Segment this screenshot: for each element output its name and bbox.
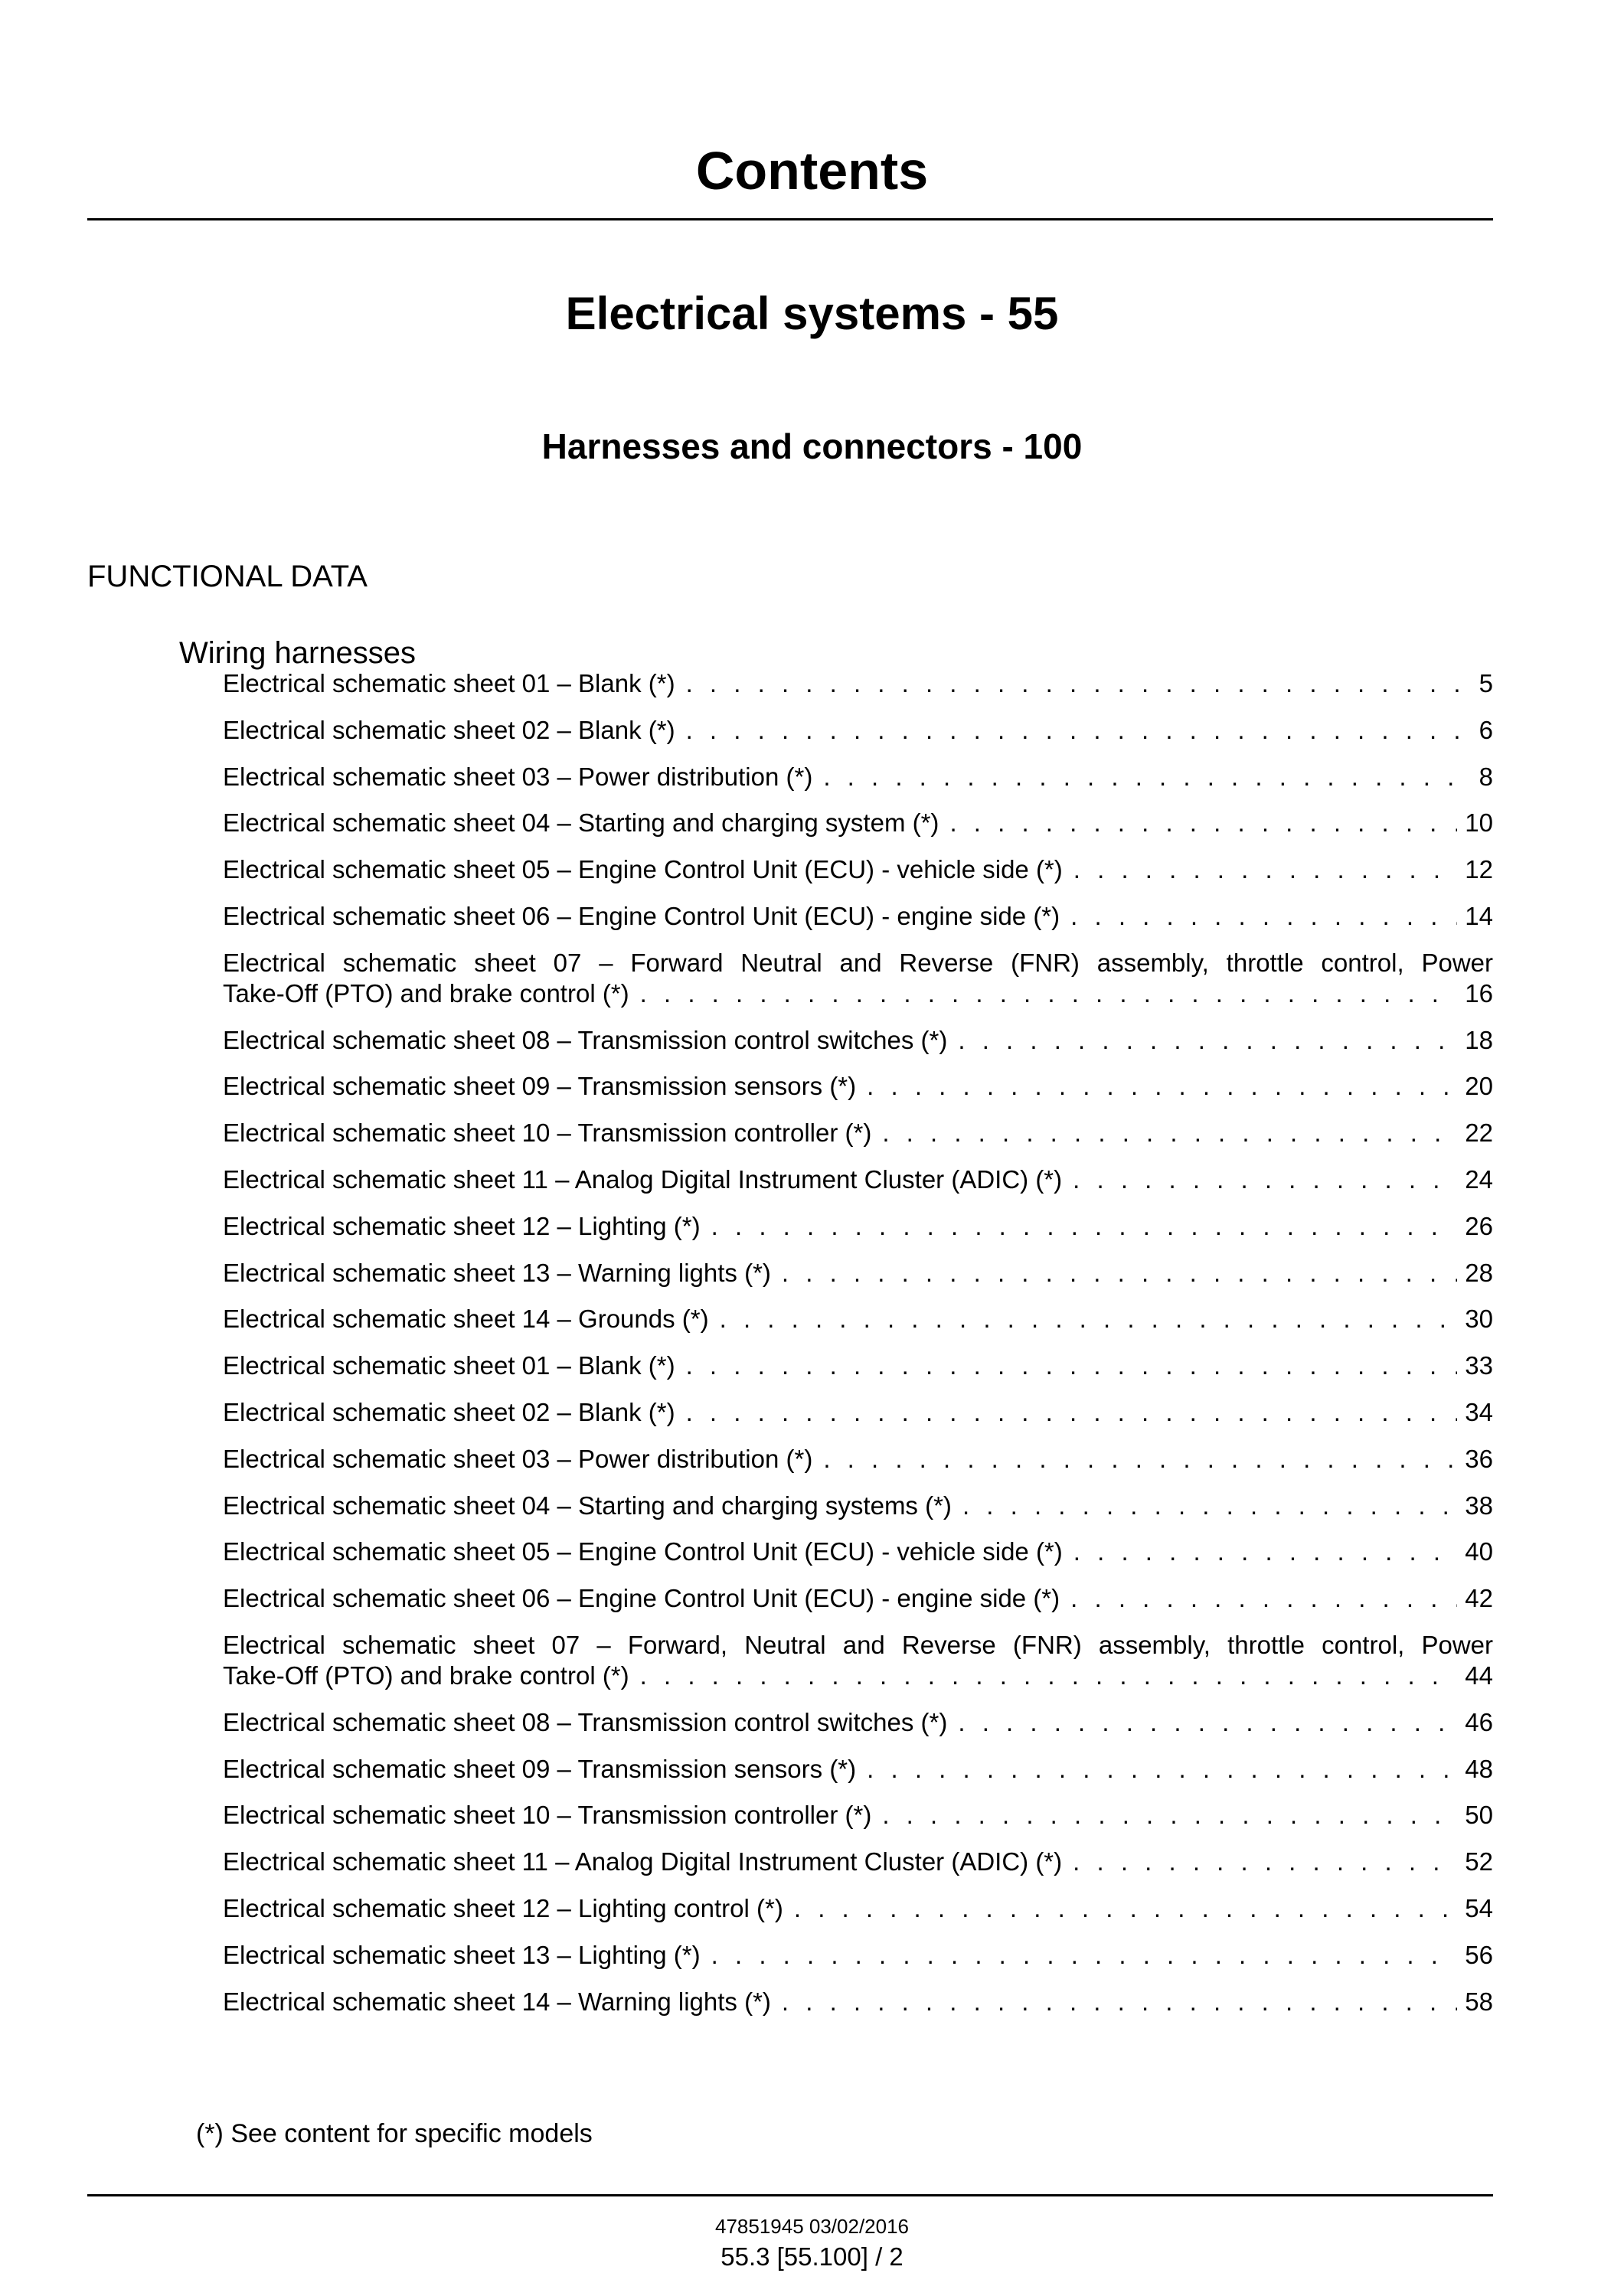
toc-entry-title: Electrical schematic sheet 09 – Transmission sensors (*) [223,1072,857,1101]
toc-dot-leader [640,1661,1458,1691]
toc-entry-row [223,808,1493,838]
toc-entry-page-number: 12 [1465,855,1493,884]
toc-entry[interactable] [223,1800,1493,1831]
toc-entry-page-number: 48 [1465,1754,1493,1783]
toc-entry[interactable] [223,1537,1493,1567]
toc-entry-row [223,1118,1493,1148]
toc-entry-title: Electrical schematic sheet 10 – Transmission controller (*) [223,1119,872,1148]
toc-entry[interactable] [223,901,1493,932]
toc-entry[interactable] [223,1707,1493,1738]
toc-entry[interactable] [223,1118,1493,1148]
toc-entry-page-number: 36 [1465,1444,1493,1473]
toc-entry-title: Electrical schematic sheet 10 – Transmission controller (*) [223,1801,872,1830]
toc-dot-leader [1073,1164,1457,1195]
toc-entry-page-number: 30 [1465,1305,1493,1334]
toc-entry-row [223,1661,1493,1691]
toc-entry-row [223,1258,1493,1288]
toc-dot-leader [711,1940,1458,1971]
toc-entry-title: Take-Off (PTO) and brake control (*) [223,978,629,1008]
header-divider [87,218,1493,220]
footnote: (*) See content for specific models [196,2119,593,2148]
toc-entry-row [223,1071,1493,1102]
toc-dot-leader [720,1304,1458,1334]
toc-entry-title: Electrical schematic sheet 11 – Analog Digital Instrument Cluster (ADIC) (*) [223,1847,1063,1876]
toc-entry-title: Electrical schematic sheet 06 – Engine Control Unit (ECU) - engine side (*) [223,1584,1060,1613]
toc-entry-row [223,1350,1493,1381]
toc-entry-row [223,1491,1493,1521]
subsection-title: Harnesses and connectors - 100 [541,426,1083,466]
toc-entry-row [223,668,1493,699]
toc-dot-leader [867,1071,1457,1102]
toc-entry[interactable] [223,1211,1493,1242]
toc-entry-title: Electrical schematic sheet 04 – Starting and charging system (*) [223,808,939,838]
toc-entry-title: Electrical schematic sheet 02 – Blank (*) [223,1397,675,1426]
toc-entry-row [223,901,1493,932]
toc-entry-page-number: 54 [1465,1893,1493,1922]
toc-entry-row [223,1397,1493,1428]
toc-entry-page-number: 26 [1465,1211,1493,1240]
toc-list [223,668,1493,2033]
toc-entry-title: Electrical schematic sheet 09 – Transmission sensors (*) [223,1754,857,1783]
toc-dot-leader [949,808,1457,838]
page-title: Contents [695,141,929,201]
toc-group-heading: Wiring harnesses [179,636,417,670]
toc-dot-leader [882,1118,1457,1148]
toc-entry-row [223,1444,1493,1475]
toc-entry-page-number: 16 [1465,978,1493,1008]
toc-entry[interactable] [223,808,1493,838]
toc-entry-page-number: 24 [1465,1164,1493,1194]
toc-entry-page-number: 42 [1465,1584,1493,1613]
toc-entry[interactable] [223,1893,1493,1924]
toc-entry-page-number: 52 [1465,1847,1493,1876]
toc-entry-title: Electrical schematic sheet 08 – Transmission control switches (*) [223,1707,948,1736]
toc-entry-row [223,1893,1493,1924]
toc-entry-title: Electrical schematic sheet 03 – Power distribution (*) [223,1444,813,1473]
toc-entry-title: Electrical schematic sheet 03 – Power distribution (*) [223,762,813,791]
toc-entry-page-number: 50 [1465,1801,1493,1830]
toc-entry-title-line1: Electrical schematic sheet 07 – Forward, Neutral and Reverse (FNR) assembly, throttle control, Power [223,1630,1493,1659]
toc-entry[interactable] [223,1630,1493,1691]
toc-dot-leader [962,1491,1457,1521]
toc-entry[interactable] [223,1258,1493,1288]
toc-entry-row [223,1025,1493,1056]
toc-dot-leader [958,1025,1457,1056]
toc-entry-title: Electrical schematic sheet 14 – Grounds (*) [223,1305,709,1334]
toc-entry-title-line1: Electrical schematic sheet 07 – Forward Neutral and Reverse (FNR) assembly, throttle control, Power [223,948,1493,977]
toc-dot-leader [640,978,1458,1009]
section-title: Electrical systems - 55 [565,288,1059,339]
toc-entry-title: Electrical schematic sheet 01 – Blank (*) [223,1351,675,1380]
toc-dot-leader [686,668,1472,699]
toc-entry-title: Electrical schematic sheet 04 – Starting and charging systems (*) [223,1491,952,1520]
toc-entry-title: Electrical schematic sheet 14 – Warning lights (*) [223,1987,771,2016]
toc-dot-leader [823,1444,1457,1475]
toc-entry-title: Electrical schematic sheet 13 – Warning lights (*) [223,1258,771,1287]
toc-dot-leader [794,1893,1457,1924]
toc-dot-leader [1073,1847,1457,1877]
toc-entry-title: Electrical schematic sheet 05 – Engine Control Unit (ECU) - vehicle side (*) [223,1537,1063,1566]
toc-entry[interactable] [223,1444,1493,1475]
toc-entry[interactable] [223,1583,1493,1614]
toc-dot-leader [823,762,1471,792]
toc-entry-row [223,1304,1493,1334]
toc-entry-row [223,1583,1493,1614]
toc-entry-row [223,715,1493,746]
toc-dot-leader [782,1987,1457,2017]
toc-entry-title: Electrical schematic sheet 01 – Blank (*) [223,669,675,697]
toc-entry-page-number: 28 [1465,1258,1493,1287]
toc-entry-page-number: 20 [1465,1072,1493,1101]
toc-entry-title: Electrical schematic sheet 12 – Lighting (*) [223,1211,701,1240]
toc-entry-page-number: 18 [1465,1025,1493,1054]
toc-dot-leader [1070,901,1457,932]
toc-entry[interactable] [223,668,1493,699]
toc-entry[interactable] [223,1491,1493,1521]
toc-entry[interactable] [223,1397,1493,1428]
toc-entry-row [223,1537,1493,1567]
toc-entry-row [223,1211,1493,1242]
footer-divider [87,2194,1493,2196]
toc-entry[interactable] [223,1987,1493,2017]
toc-entry[interactable] [223,1304,1493,1334]
toc-entry[interactable] [223,1164,1493,1195]
toc-entry[interactable] [223,1847,1493,1877]
toc-entry-page-number: 56 [1465,1940,1493,1969]
toc-entry-title: Electrical schematic sheet 11 – Analog Digital Instrument Cluster (ADIC) (*) [223,1164,1063,1194]
page-number: 55.3 [55.100] / 2 [721,2242,903,2271]
toc-dot-leader [958,1707,1457,1738]
toc-entry-page-number: 40 [1465,1537,1493,1566]
toc-entry-page-number: 33 [1465,1351,1493,1380]
toc-entry[interactable] [223,854,1493,885]
toc-entry[interactable] [223,1940,1493,1971]
toc-dot-leader [711,1211,1458,1242]
document-id: 47851945 03/02/2016 [714,2215,910,2238]
toc-dot-leader [867,1754,1457,1785]
toc-entry-row [223,1847,1493,1877]
toc-entry-page-number: 22 [1465,1119,1493,1148]
toc-entry-page-number: 14 [1465,901,1493,930]
toc-entry-page-number: 46 [1465,1707,1493,1736]
toc-entry-page-number: 34 [1465,1397,1493,1426]
toc-entry[interactable] [223,948,1493,1009]
toc-dot-leader [686,715,1472,746]
toc-entry-title: Electrical schematic sheet 06 – Engine Control Unit (ECU) - engine side (*) [223,901,1060,930]
toc-entry[interactable] [223,1071,1493,1102]
toc-dot-leader [882,1800,1457,1831]
toc-dot-leader [1073,854,1458,885]
toc-entry-title: Electrical schematic sheet 13 – Lighting (*) [223,1940,701,1969]
toc-entry-row [223,1800,1493,1831]
toc-dot-leader [686,1397,1458,1428]
toc-entry-title: Take-Off (PTO) and brake control (*) [223,1661,629,1690]
toc-entry-row [223,854,1493,885]
toc-dot-leader [782,1258,1457,1288]
toc-category-heading: FUNCTIONAL DATA [87,560,368,593]
toc-entry-row [223,1940,1493,1971]
toc-dot-leader [686,1350,1458,1381]
toc-entry[interactable] [223,1754,1493,1785]
toc-entry-title: Electrical schematic sheet 08 – Transmission control switches (*) [223,1025,948,1054]
toc-entry-title: Electrical schematic sheet 02 – Blank (*) [223,715,675,744]
toc-entry-page-number: 5 [1479,669,1493,697]
toc-entry-row [223,1707,1493,1738]
toc-entry-row [223,978,1493,1009]
toc-entry[interactable] [223,762,1493,792]
toc-entry-page-number: 6 [1479,715,1493,744]
toc-entry-page-number: 38 [1465,1491,1493,1520]
toc-entry[interactable] [223,715,1493,746]
toc-entry-page-number: 44 [1465,1661,1493,1690]
toc-entry-page-number: 8 [1479,762,1493,791]
toc-entry-row [223,1987,1493,2017]
toc-entry-row [223,1164,1493,1195]
toc-entry-page-number: 10 [1465,808,1493,838]
toc-entry-title: Electrical schematic sheet 12 – Lighting control (*) [223,1893,783,1922]
toc-entry-page-number: 58 [1465,1987,1493,2016]
toc-entry[interactable] [223,1350,1493,1381]
toc-dot-leader [1070,1583,1457,1614]
toc-entry-row [223,1754,1493,1785]
toc-dot-leader [1073,1537,1458,1567]
toc-entry[interactable] [223,1025,1493,1056]
toc-entry-title: Electrical schematic sheet 05 – Engine Control Unit (ECU) - vehicle side (*) [223,855,1063,884]
toc-entry-row [223,762,1493,792]
